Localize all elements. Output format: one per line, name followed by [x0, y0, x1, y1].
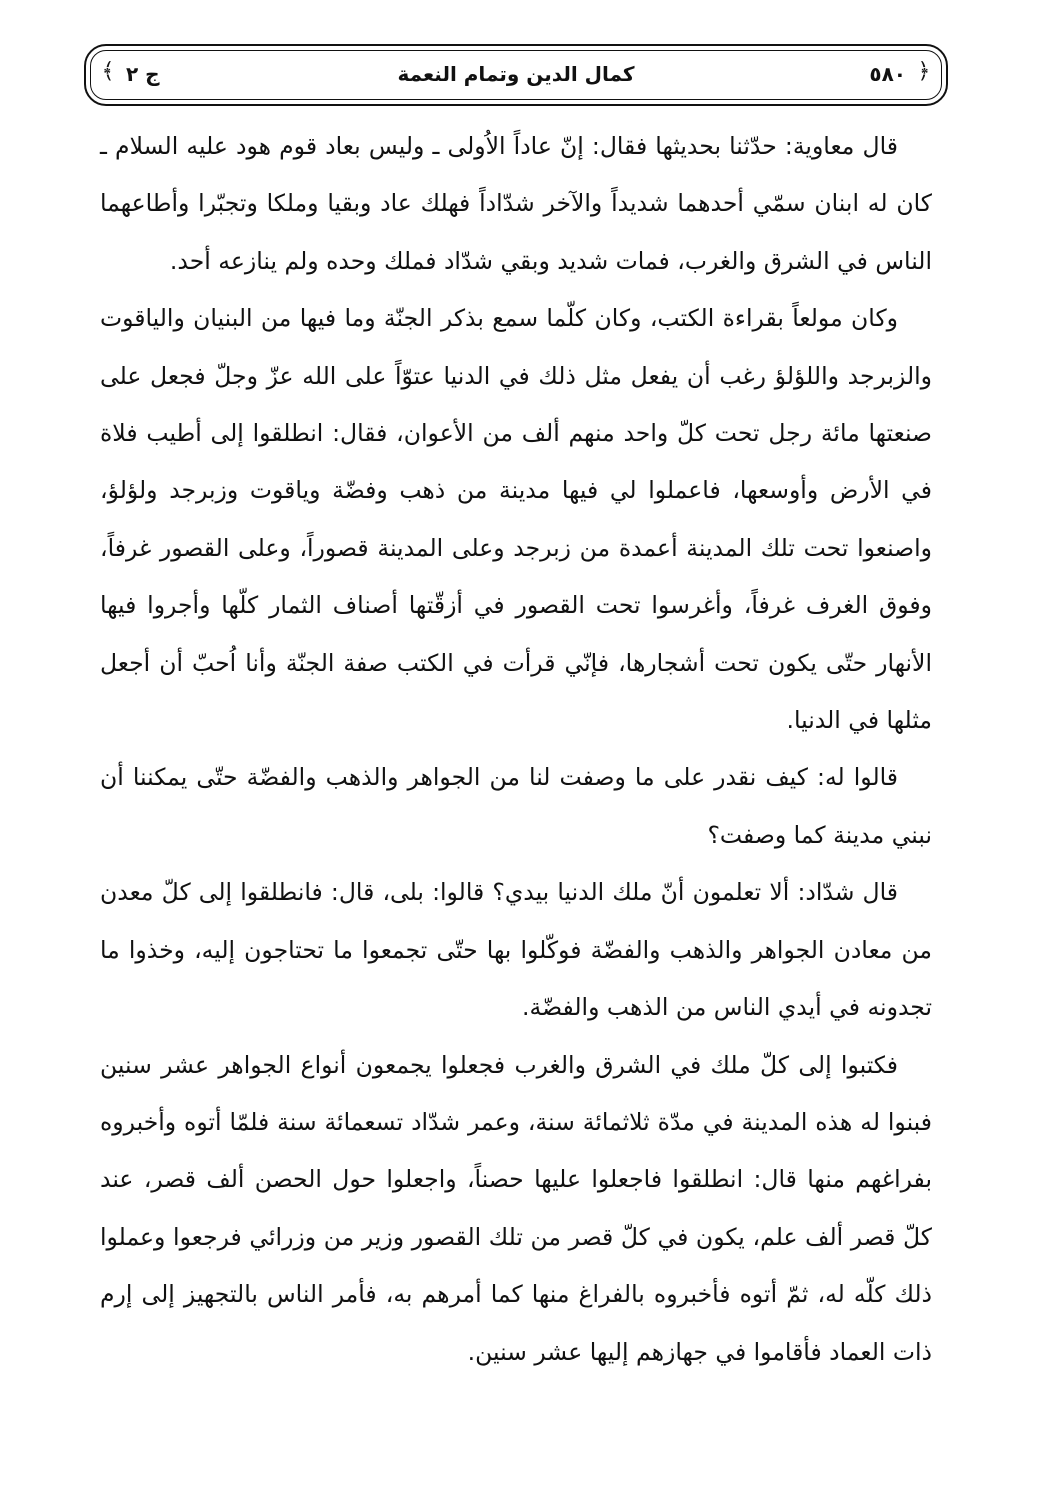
ornament-left-icon: ﴾ [101, 59, 115, 84]
paragraph-4: قال شدّاد: ألا تعلمون أنّ ملك الدنيا بيدي؟ قالوا: بلى، قال: فانطلقوا إلى كلّ معدن من معادن الجواهر والذهب والفضّة فوكّلوا بها حتّى تجمعوا ما تحتاجون إليه، وخذوا ما تجدونه في أيدي الناس من الذهب والفضّة. [100, 878, 932, 1022]
page-header [84, 44, 948, 106]
paragraph-5: فكتبوا إلى كلّ ملك في الشرق والغرب فجعلوا يجمعون أنواع الجواهر عشر سنين فبنوا له هذه المدينة في مدّة ثلاثمائة سنة، وعمر شدّاد تسعمائة سنة فلمّا أتوه وأخبروه بفراغهم منها قال: انطلقوا فاجعلوا عليها حصناً، واجعلوا حول الحصن ألف قصر، عند كلّ قصر ألف علم، يكون في كلّ قصر من تلك القصور وزير من وزرائي فرجعوا وعملوا ذلك كلّه له، ثمّ أتوه فأخبروه بالفراغ منها كما أمرهم به، فأمر الناس بالتجهيز إلى إرم ذات العماد فأقاموا في جهازهم إليها عشر سنين. [100, 1050, 932, 1366]
ornament-right-icon: ﴿ [917, 59, 931, 84]
page-number: ٥٨٠ [869, 62, 906, 86]
text-body [100, 118, 932, 1381]
paragraph-1: قال معاوية: حدّثنا بحديثها فقال: إنّ عاداً الاُولى ـ وليس بعاد قوم هود عليه السلام ـ كان له ابنان سمّي أحدهما شديداً والآخر شدّاداً فهلك عاد وبقيا وملكا وتجبّرا وأطاعهما الناس في الشرق والغرب، فمات شديد وبقي شدّاد فملك وحده ولم ينازعه أحد. [100, 132, 932, 275]
paragraph-2: وكان مولعاً بقراءة الكتب، وكان كلّما سمع بذكر الجنّة وما فيها من البنيان والياقوت والزبرجد واللؤلؤ رغب أن يفعل مثل ذلك في الدنيا عتوّاً على الله عزّ وجلّ فجعل على صنعتها مائة رجل تحت كلّ واحد منهم ألف من الأعوان، فقال: انطلقوا إلى أطيب فلاة في الأرض وأوسعها، فاعملوا لي فيها مدينة من ذهب وفضّة وياقوت وزبرجد ولؤلؤ، واصنعوا تحت تلك المدينة أعمدة من زبرجد وعلى المدينة قصوراً، وعلى القصور غرفاً، وفوق الغرف غرفاً، وأغرسوا تحت القصور في أزقّتها أصناف الثمار كلّها وأجروا فيها الأنهار حتّى يكون تحت أشجارها، فإنّي قرأت في الكتب صفة الجنّة وأنا اُحبّ أن أجعل مثلها في الدنيا. [100, 304, 932, 735]
book-title: كمال الدين وتمام النعمة [397, 62, 635, 86]
volume-label: ج ٢ [126, 62, 160, 86]
paragraph-3: قالوا له: كيف نقدر على ما وصفت لنا من الجواهر والذهب والفضّة حتّى يمكننا أن نبني مدينة كما وصفت؟ [100, 763, 932, 849]
